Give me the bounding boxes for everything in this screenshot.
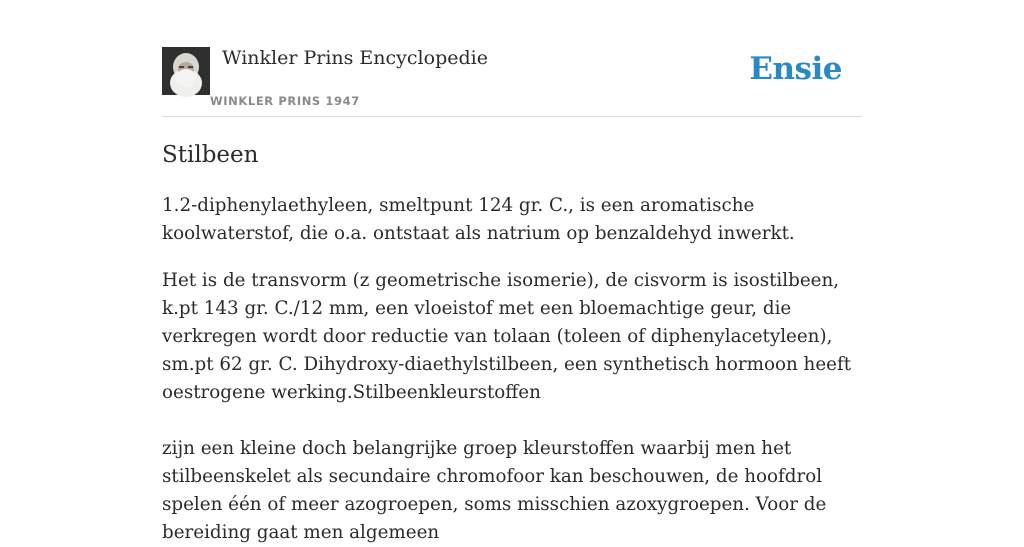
article-title: Stilbeen	[162, 142, 259, 168]
article-paragraph: Het is de transvorm (z geometrische isomerie), de cisvorm is isostilbeen, k.pt 143 gr. C./12 mm, een vloeistof met een bloemachtige geur, die verkregen wordt door reductie van tolaan (toleen of diphenylacetyleen), sm.pt 62 gr. C. Dihydroxy-diaethylstilbeen, een synthetisch hormoon heeft oestrogene werking.Stilbeenkleurstoffen	[162, 270, 852, 403]
article-paragraph: 1.2-diphenylaethyleen, smeltpunt 124 gr. C., is een aromatische koolwaterstof, die o.a. ontstaat als natrium op benzaldehyd inwerkt.	[162, 195, 795, 244]
article-paragraph: zijn een kleine doch belangrijke groep kleurstoffen waarbij men het stilbeenskelet als secundaire chromofoor kan beschouwen, de hoofdrol spelen één of meer azogroepen, soms misschien azoxygroepen. Voor de bereiding gaat men algemeen	[162, 438, 827, 543]
portrait-icon	[162, 47, 210, 95]
author-avatar[interactable]	[162, 47, 210, 95]
page	[162, 0, 862, 543]
site-title[interactable]: Winkler Prins Encyclopedie	[222, 47, 488, 69]
brand-logo[interactable]: Ensie	[749, 51, 842, 87]
header	[162, 0, 862, 117]
site-subtitle[interactable]: WINKLER PRINS 1947	[210, 94, 360, 108]
